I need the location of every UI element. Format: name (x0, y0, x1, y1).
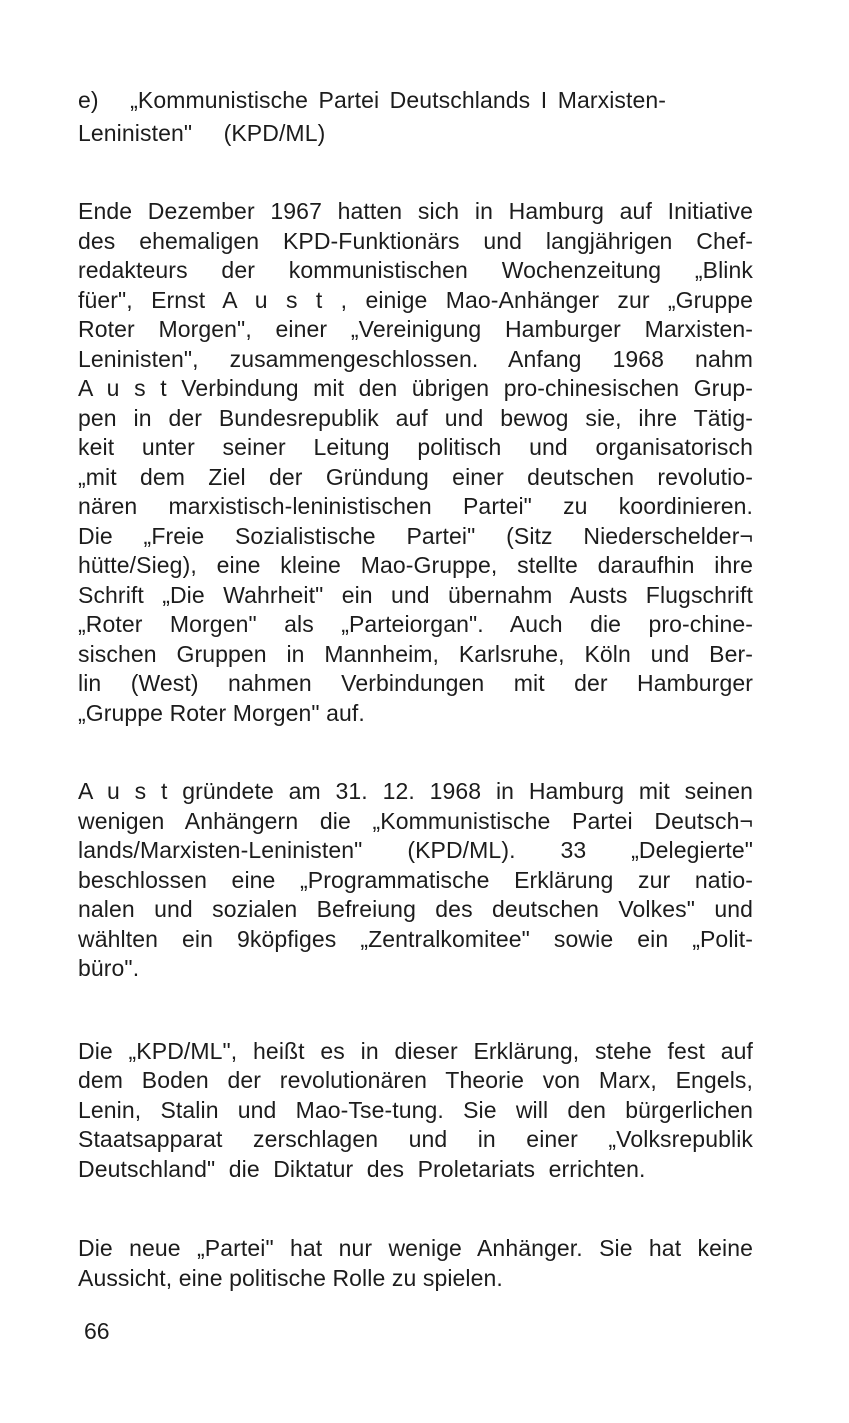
section-heading (78, 84, 753, 150)
text-line: Staatsapparat zerschlagen und in einer „Volksrepublik (78, 1126, 753, 1152)
text-line: redakteurs der kommunistischen Wochenzeitung „Blink (78, 257, 753, 283)
text-line: Lenin, Stalin und Mao-Tse-tung. Sie will den bürgerlichen (78, 1096, 753, 1123)
text-line: pen in der Bundesrepublik auf und bewog sie, ihre Tätig- (78, 404, 753, 431)
text-line: A u s t gründete am 31. 12. 1968 in Hamburg mit seinen (78, 778, 753, 804)
text-line: keit unter seiner Leitung politisch und organisatorisch (78, 434, 753, 460)
text-column (78, 84, 753, 1346)
text-line: nalen und sozialen Befreiung des deutschen Volkes" und (78, 896, 753, 922)
text-line: Ende Dezember 1967 hatten sich in Hamburg auf Initiative (78, 198, 753, 224)
text-line: Die „KPD/ML", heißt es in dieser Erklärung, stehe fest auf (78, 1037, 753, 1064)
text-line: wählten ein 9köpfiges „Zentralkomitee" sowie ein „Polit- (78, 925, 753, 952)
text-line: dem Boden der revolutionären Theorie von Marx, Engels, (78, 1067, 753, 1093)
paragraph (78, 197, 753, 728)
text-line: Schrift „Die Wahrheit" ein und übernahm Austs Flugschrift (78, 581, 753, 608)
paragraph (78, 1037, 753, 1185)
text-line: füer", Ernst A u s t , einige Mao-Anhänger zur „Gruppe (78, 286, 753, 313)
text-line: beschlossen eine „Programmatische Erklärung zur natio- (78, 866, 753, 893)
text-line: Die „Freie Sozialistische Partei" (Sitz Niederschelder¬ (78, 522, 753, 549)
body-paragraphs (78, 197, 753, 1293)
text-line: wenigen Anhängern die „Kommunistische Partei Deutsch¬ (78, 807, 753, 834)
text-line: „Roter Morgen" als „Parteiorgan". Auch die pro-chine- (78, 611, 753, 637)
heading-line: e) „Kommunistische Partei Deutschlands I Marxisten- (78, 87, 667, 113)
text-line: lin (West) nahmen Verbindungen mit der Hamburger (78, 670, 753, 696)
text-line: des ehemaligen KPD-Funktionärs und langjährigen Chef- (78, 227, 753, 254)
page-number: 66 (84, 1318, 110, 1344)
text-line: Die neue „Partei" hat nur wenige Anhänger. Sie hat keine (78, 1235, 753, 1261)
text-line: hütte/Sieg), eine kleine Mao-Gruppe, stellte daraufhin ihre (78, 552, 753, 578)
text-line: „mit dem Ziel der Gründung einer deutschen revolutio- (78, 463, 753, 490)
text-line: büro". (78, 955, 140, 981)
text-line: Deutschland" die Diktatur des Proletariats errichten. (78, 1155, 646, 1182)
text-line: sischen Gruppen in Mannheim, Karlsruhe, Köln und Ber- (78, 640, 753, 667)
text-line: Aussicht, eine politische Rolle zu spielen. (78, 1264, 503, 1291)
text-line: „Gruppe Roter Morgen" auf. (78, 699, 365, 726)
text-line: nären marxistisch-leninistischen Partei" zu koordinieren. (78, 493, 753, 519)
heading-line: Leninisten" (KPD/ML) (78, 120, 326, 146)
text-line: Roter Morgen", einer „Vereinigung Hamburger Marxisten- (78, 316, 753, 342)
paragraph (78, 777, 753, 984)
text-line: Leninisten", zusammengeschlossen. Anfang 1968 nahm (78, 345, 753, 372)
paragraph (78, 1234, 753, 1293)
text-line: lands/Marxisten-Leninisten" (KPD/ML). 33 „Delegierte" (78, 837, 753, 863)
text-line: A u s t Verbindung mit den übrigen pro-chinesischen Grup- (78, 375, 753, 401)
